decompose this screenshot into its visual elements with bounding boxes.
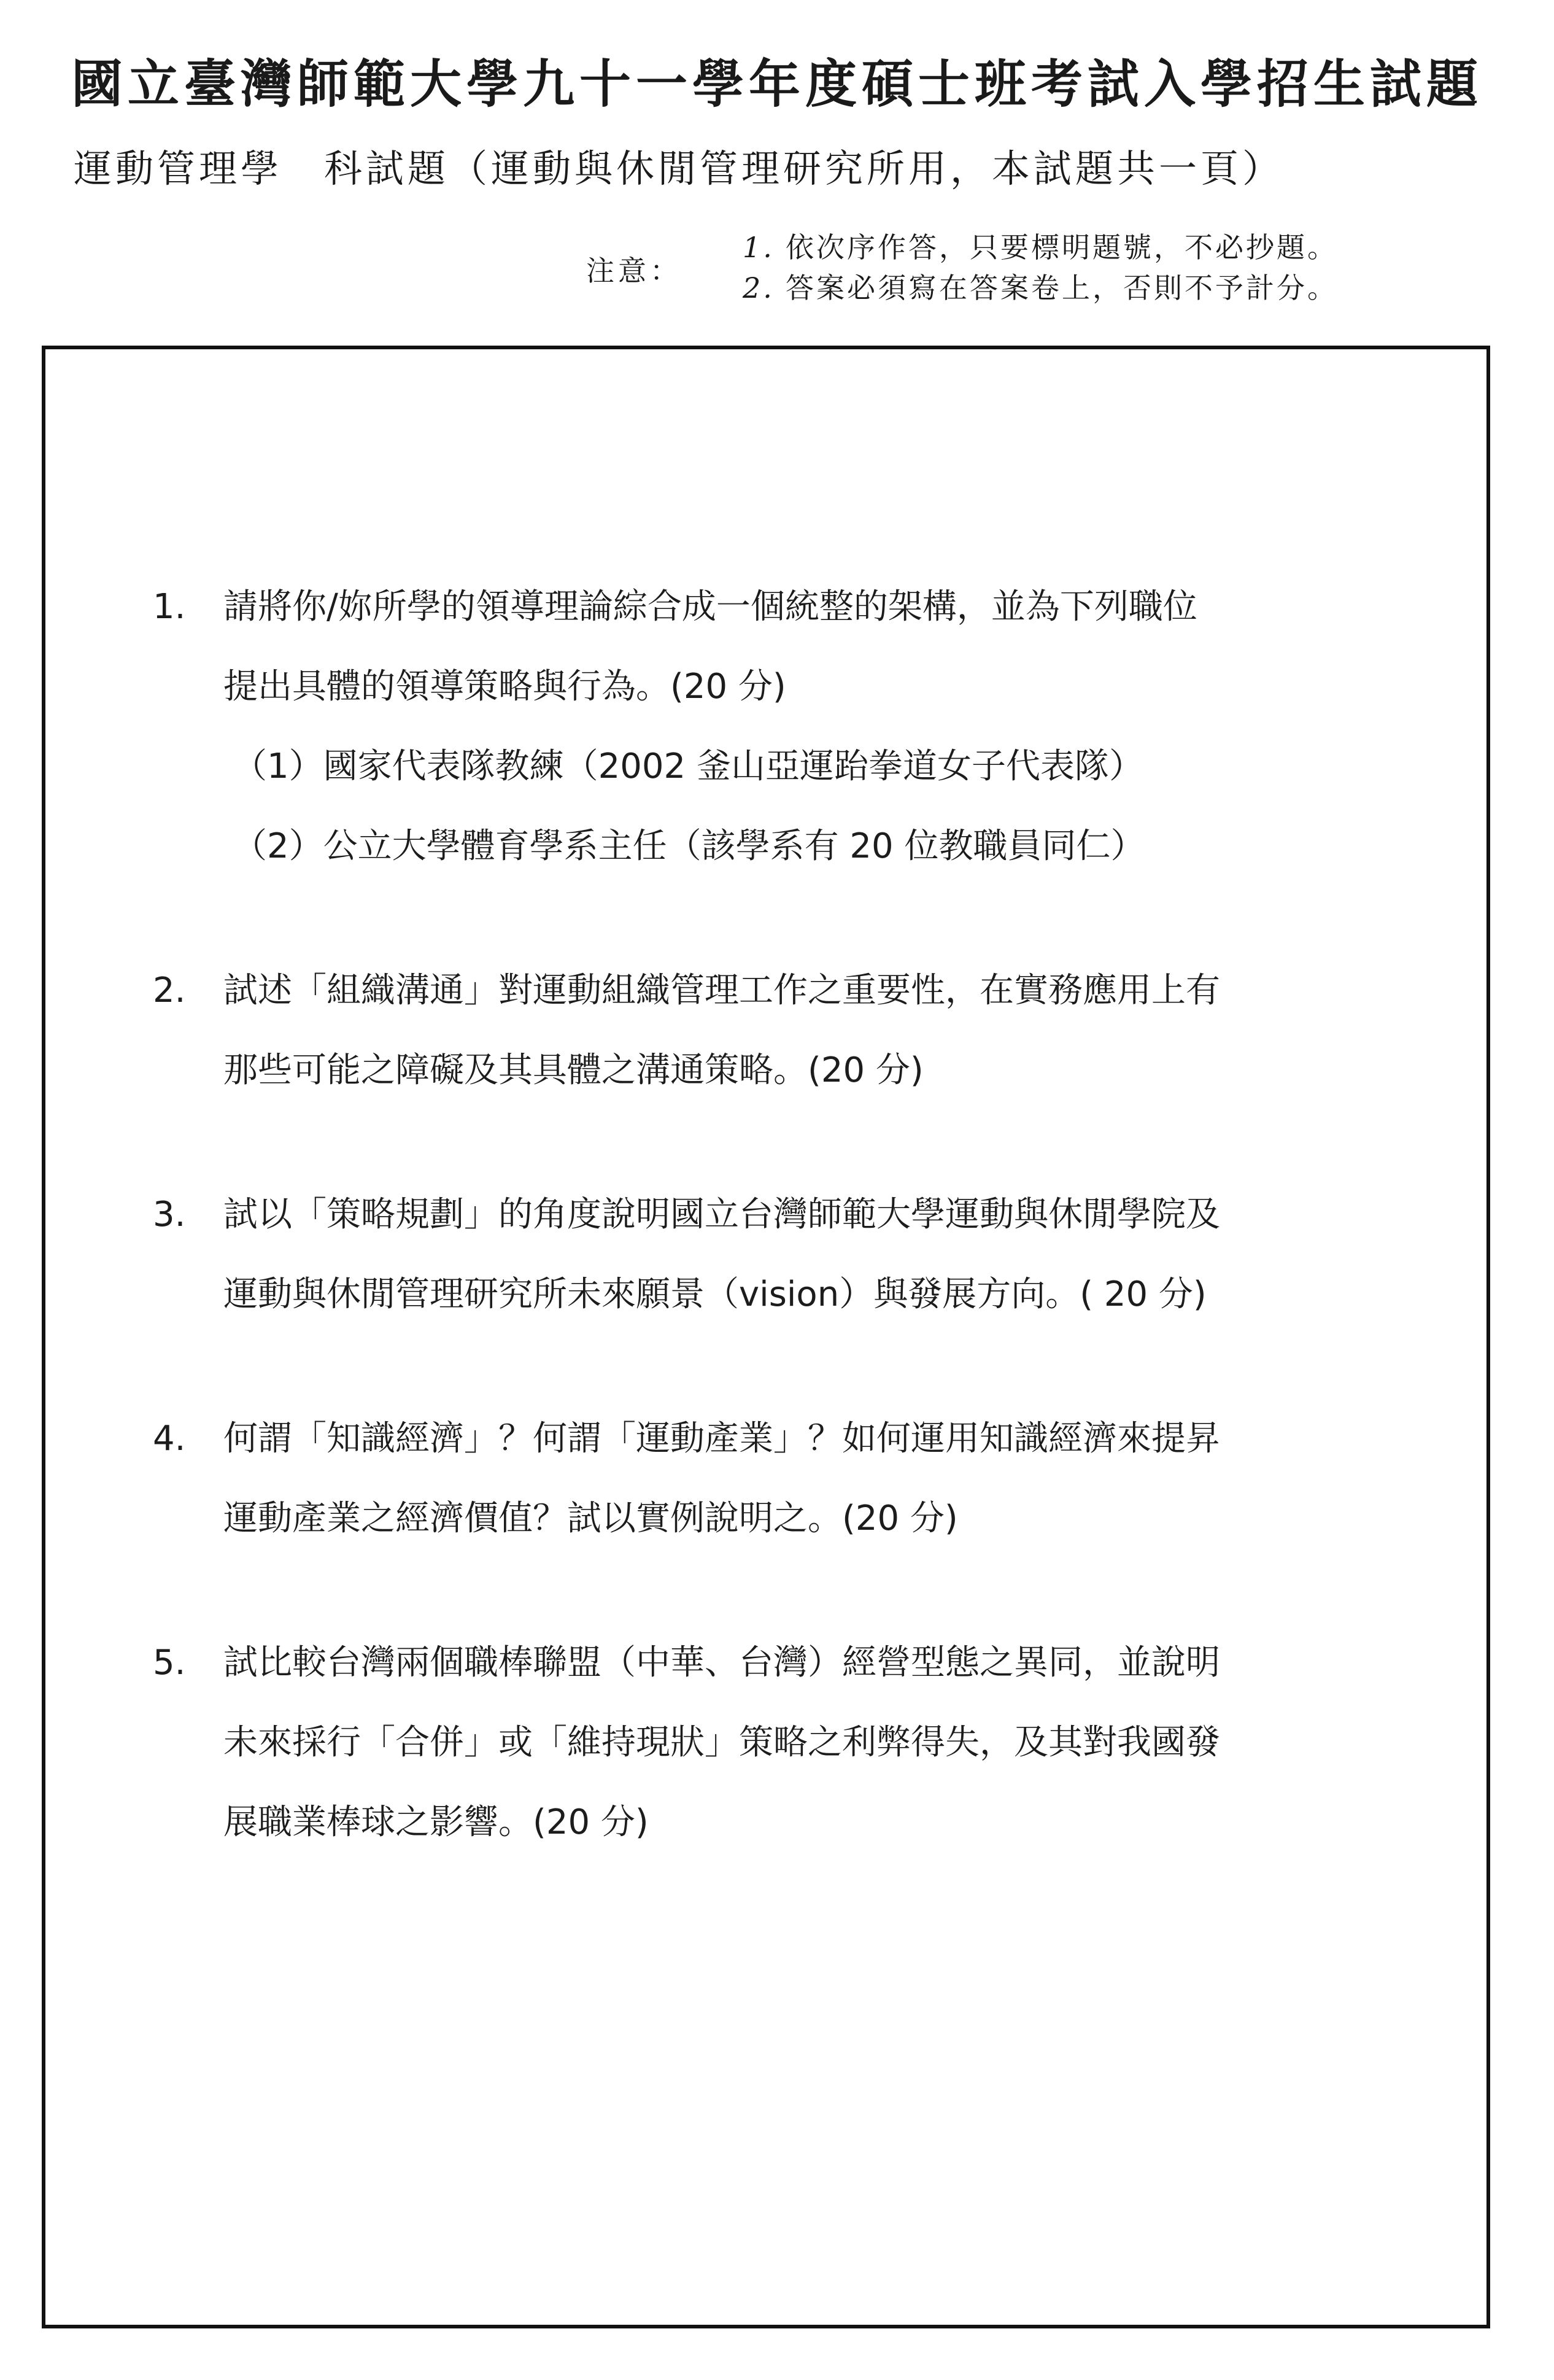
question-body: [223, 1399, 1442, 1559]
question-number: 3.: [153, 1195, 186, 1235]
question-text-line: 展職業棒球之影響。(20 分): [223, 1802, 649, 1842]
question-text-line: 試比較台灣兩個職棒聯盟（中華、台灣）經營型態之異同，並說明: [223, 1643, 1220, 1683]
question-body: [223, 1175, 1442, 1335]
subject-line: 運動管理學 科試題（運動與休閒管理研究所用，本試題共一頁）: [74, 146, 1285, 191]
question-box: [42, 346, 1490, 2328]
question-text-line: 運動產業之經濟價值？試以實例說明之。(20 分): [223, 1498, 958, 1538]
question-item: [153, 567, 1442, 886]
question-item: [153, 951, 1442, 1111]
question-text-line: 未來採行「合併」或「維持現狀」策略之利弊得失，及其對我國發: [223, 1723, 1220, 1762]
notice-item-number: 2.: [743, 271, 775, 304]
notice-list: [743, 227, 1540, 308]
question-subitem: （1）國家代表隊教練（2002 釜山亞運跆拳道女子代表隊）: [233, 746, 1143, 786]
question-number: 1.: [153, 587, 186, 627]
question-text-line: 何謂「知識經濟」？何謂「運動產業」？如何運用知識經濟來提昇: [223, 1419, 1220, 1459]
question-text-line: 運動與休閒管理研究所未來願景（vision）與發展方向。( 20 分): [223, 1274, 1207, 1314]
question-body: [223, 567, 1442, 886]
notice-label: 注意：: [586, 254, 682, 287]
notice-item-text: 依次序作答，只要標明題號，不必抄題。: [786, 231, 1338, 264]
question-item: [153, 1175, 1442, 1335]
notice-item: [743, 227, 1540, 268]
question-number: 2.: [153, 971, 186, 1010]
question-text-line: 試述「組織溝通」對運動組織管理工作之重要性，在實務應用上有: [223, 971, 1220, 1010]
question-body: [223, 1623, 1442, 1863]
question-text-line: 提出具體的領導策略與行為。(20 分): [223, 667, 786, 707]
question-list: [153, 567, 1442, 1927]
question-number: 4.: [153, 1419, 186, 1459]
question-text-line: 試以「策略規劃」的角度說明國立台灣師範大學運動與休閒學院及: [223, 1195, 1220, 1235]
notice-item: [743, 268, 1540, 308]
question-number: 5.: [153, 1643, 186, 1683]
question-text-line: 那些可能之障礙及其具體之溝通策略。(20 分): [223, 1050, 924, 1090]
question-text-line: 請將你/妳所學的領導理論綜合成一個統整的架構，並為下列職位: [223, 587, 1197, 627]
notice-item-number: 1.: [743, 231, 775, 264]
question-item: [153, 1623, 1442, 1863]
exam-title: 國立臺灣師範大學九十一學年度碩士班考試入學招生試題: [71, 53, 1483, 114]
question-subitem: （2）公立大學體育學系主任（該學系有 20 位教職員同仁）: [233, 826, 1145, 866]
question-body: [223, 951, 1442, 1111]
question-item: [153, 1399, 1442, 1559]
notice-item-text: 答案必須寫在答案卷上，否則不予計分。: [786, 271, 1338, 304]
